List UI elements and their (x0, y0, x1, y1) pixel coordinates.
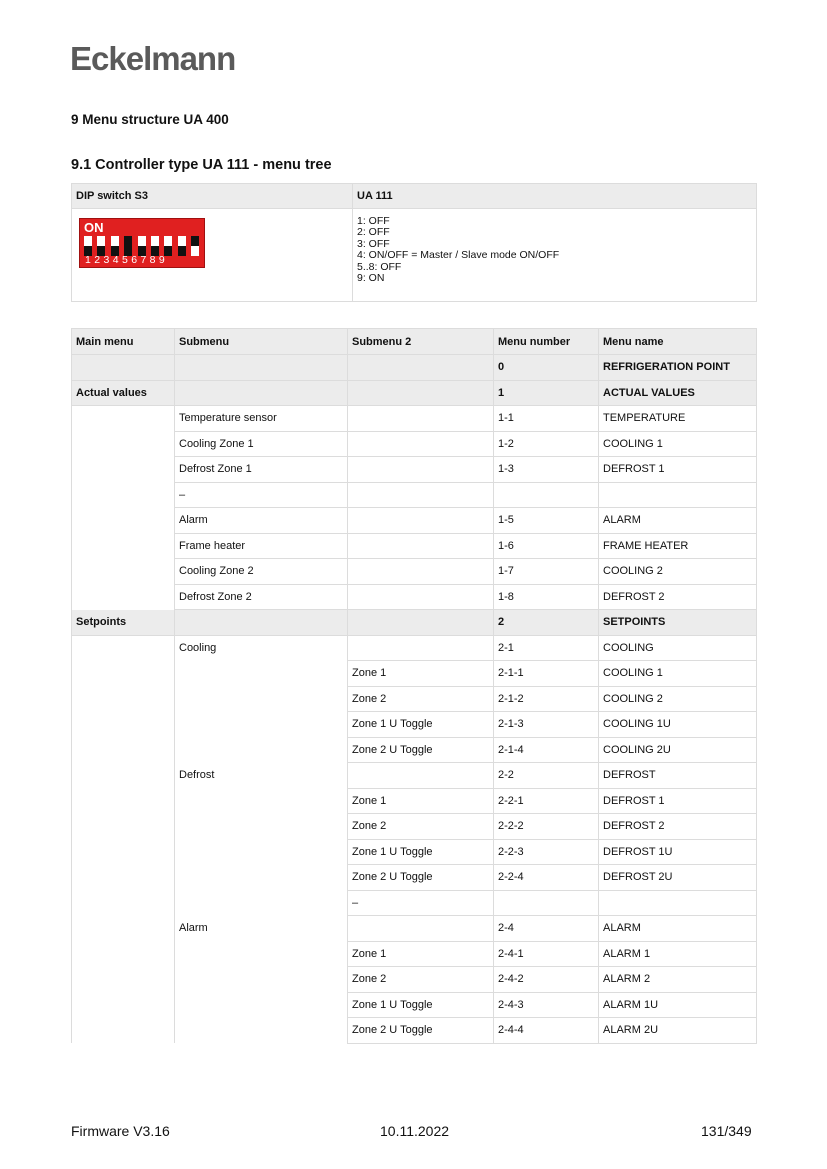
cell-menu-name: ALARM 2U (599, 1018, 757, 1044)
cell-submenu (175, 380, 348, 406)
cell-submenu: Temperature sensor (175, 406, 348, 432)
dip-switch-6 (151, 236, 159, 256)
cell-submenu: Cooling Zone 1 (175, 431, 348, 457)
table-row (72, 763, 757, 789)
cell-main-menu (72, 763, 175, 789)
table-row (72, 686, 757, 712)
section-heading: 9 Menu structure UA 400 (71, 112, 229, 127)
cell-submenu: Frame heater (175, 533, 348, 559)
table-row (72, 814, 757, 840)
cell-main-menu (72, 686, 175, 712)
cell-submenu (175, 661, 348, 687)
table-row (72, 992, 757, 1018)
cell-submenu: Alarm (175, 916, 348, 942)
cell-menu-name: COOLING 2 (599, 686, 757, 712)
dip-setting-line: 3: OFF (357, 237, 390, 250)
cell-menu-number: 2-1-2 (494, 686, 599, 712)
cell-main-menu (72, 406, 175, 432)
cell-menu-name: ALARM (599, 508, 757, 534)
cell-menu-number: 1-5 (494, 508, 599, 534)
dip-setting-line: 4: ON/OFF = Master / Slave mode ON/OFF (357, 249, 560, 262)
cell-menu-number (494, 482, 599, 508)
cell-menu-number: 2-4 (494, 916, 599, 942)
header-menu-name: Menu name (599, 329, 757, 355)
cell-menu-number: 2-4-3 (494, 992, 599, 1018)
dip-switch-3 (111, 236, 119, 256)
cell-submenu: – (175, 482, 348, 508)
controller-col-header: UA 111 (353, 184, 757, 209)
table-row (72, 457, 757, 483)
subsection-heading: 9.1 Controller type UA 111 - menu tree (71, 157, 332, 173)
table-row (72, 661, 757, 687)
cell-submenu-2: Zone 2 (348, 686, 494, 712)
cell-menu-name: COOLING (599, 635, 757, 661)
cell-submenu (175, 788, 348, 814)
cell-main-menu (72, 890, 175, 916)
table-row (72, 967, 757, 993)
cell-menu-number: 2-2-4 (494, 865, 599, 891)
table-row (72, 355, 757, 381)
dip-settings-cell (353, 209, 757, 302)
cell-menu-name: DEFROST 2 (599, 814, 757, 840)
cell-submenu-2 (348, 763, 494, 789)
table-row (72, 431, 757, 457)
cell-menu-name: REFRIGERATION POINT (599, 355, 757, 381)
cell-submenu-2: Zone 2 (348, 814, 494, 840)
cell-menu-number: 0 (494, 355, 599, 381)
table-row (72, 508, 757, 534)
table-row (72, 406, 757, 432)
cell-submenu (175, 1018, 348, 1044)
dip-switch-table (71, 183, 757, 302)
cell-submenu: Alarm (175, 508, 348, 534)
cell-submenu-2 (348, 482, 494, 508)
cell-menu-name: ALARM 1U (599, 992, 757, 1018)
dip-setting-line: 9: ON (357, 272, 385, 285)
cell-main-menu (72, 865, 175, 891)
cell-submenu-2: Zone 1 (348, 661, 494, 687)
cell-menu-name: COOLING 2 (599, 559, 757, 585)
cell-menu-number: 2-2-3 (494, 839, 599, 865)
cell-menu-name (599, 482, 757, 508)
header-menu-number: Menu number (494, 329, 599, 355)
dip-switch-cell (72, 209, 353, 302)
cell-main-menu (72, 941, 175, 967)
cell-submenu-2: – (348, 890, 494, 916)
table-row (72, 1018, 757, 1044)
cell-menu-number: 1-8 (494, 584, 599, 610)
cell-main-menu (72, 661, 175, 687)
cell-menu-number (494, 890, 599, 916)
cell-submenu (175, 890, 348, 916)
cell-submenu: Cooling Zone 2 (175, 559, 348, 585)
cell-menu-number: 1 (494, 380, 599, 406)
cell-main-menu (72, 355, 175, 381)
cell-menu-number: 2-1-1 (494, 661, 599, 687)
cell-menu-number: 2-4-2 (494, 967, 599, 993)
cell-main-menu (72, 737, 175, 763)
cell-menu-number: 2-1-4 (494, 737, 599, 763)
footer-firmware: Firmware V3.16 (71, 1123, 170, 1139)
cell-main-menu (72, 635, 175, 661)
cell-main-menu (72, 967, 175, 993)
cell-submenu (175, 992, 348, 1018)
cell-main-menu (72, 814, 175, 840)
cell-submenu (175, 941, 348, 967)
cell-submenu (175, 839, 348, 865)
table-row (72, 737, 757, 763)
cell-main-menu: Setpoints (72, 610, 175, 636)
cell-menu-number: 2-1-3 (494, 712, 599, 738)
table-row (72, 865, 757, 891)
cell-submenu-2 (348, 508, 494, 534)
cell-menu-number: 2-2 (494, 763, 599, 789)
table-row (72, 559, 757, 585)
cell-main-menu (72, 559, 175, 585)
dip-switch-numbers: 123456789 (85, 254, 169, 266)
cell-menu-name: ALARM 2 (599, 967, 757, 993)
cell-submenu (175, 686, 348, 712)
cell-main-menu (72, 992, 175, 1018)
cell-menu-name: ALARM (599, 916, 757, 942)
cell-submenu-2 (348, 635, 494, 661)
cell-submenu-2 (348, 431, 494, 457)
cell-menu-number: 2-4-1 (494, 941, 599, 967)
cell-main-menu (72, 482, 175, 508)
cell-menu-name: DEFROST 1 (599, 788, 757, 814)
dip-switch-9 (191, 236, 199, 256)
cell-menu-number: 1-2 (494, 431, 599, 457)
cell-submenu (175, 610, 348, 636)
cell-menu-name: DEFROST (599, 763, 757, 789)
cell-menu-name: COOLING 2U (599, 737, 757, 763)
cell-menu-name: ACTUAL VALUES (599, 380, 757, 406)
header-submenu: Submenu (175, 329, 348, 355)
dip-switch-2 (97, 236, 105, 256)
menu-tree-table (71, 328, 757, 1044)
cell-menu-number: 2-2-1 (494, 788, 599, 814)
cell-main-menu (72, 431, 175, 457)
cell-menu-number: 1-7 (494, 559, 599, 585)
cell-submenu (175, 967, 348, 993)
cell-menu-name: DEFROST 1U (599, 839, 757, 865)
dip-switch-5 (138, 236, 146, 256)
cell-submenu (175, 814, 348, 840)
header-submenu-2: Submenu 2 (348, 329, 494, 355)
cell-submenu-2 (348, 916, 494, 942)
menu-header-row (72, 329, 757, 355)
cell-submenu: Cooling (175, 635, 348, 661)
cell-submenu-2: Zone 1 U Toggle (348, 839, 494, 865)
cell-main-menu (72, 1018, 175, 1044)
cell-menu-number: 2-2-2 (494, 814, 599, 840)
cell-main-menu (72, 712, 175, 738)
dip-switch-1 (84, 236, 92, 256)
cell-submenu-2: Zone 2 U Toggle (348, 865, 494, 891)
dip-switch-8 (178, 236, 186, 256)
dip-setting-line: 5..8: OFF (357, 260, 402, 273)
cell-submenu-2: Zone 1 U Toggle (348, 712, 494, 738)
table-row (72, 533, 757, 559)
cell-submenu: Defrost Zone 2 (175, 584, 348, 610)
cell-submenu-2 (348, 355, 494, 381)
cell-submenu-2: Zone 2 U Toggle (348, 1018, 494, 1044)
cell-submenu-2 (348, 380, 494, 406)
cell-submenu (175, 355, 348, 381)
cell-menu-name: ALARM 1 (599, 941, 757, 967)
cell-menu-number: 1-1 (494, 406, 599, 432)
cell-menu-number: 1-6 (494, 533, 599, 559)
table-row (72, 610, 757, 636)
cell-main-menu (72, 788, 175, 814)
cell-submenu-2 (348, 406, 494, 432)
brand-logo: Eckelmann (70, 40, 236, 77)
cell-main-menu (72, 533, 175, 559)
cell-submenu-2 (348, 533, 494, 559)
table-row (72, 941, 757, 967)
dip-setting-line: 2: OFF (357, 226, 390, 239)
table-row (72, 916, 757, 942)
cell-submenu-2: Zone 1 (348, 941, 494, 967)
table-row (72, 380, 757, 406)
cell-menu-name: DEFROST 2U (599, 865, 757, 891)
table-row (72, 712, 757, 738)
footer-page-number: 131/349 (701, 1123, 752, 1139)
cell-submenu-2 (348, 610, 494, 636)
cell-main-menu (72, 839, 175, 865)
table-row (72, 788, 757, 814)
cell-main-menu: Actual values (72, 380, 175, 406)
table-row (72, 839, 757, 865)
cell-menu-number: 2-1 (494, 635, 599, 661)
table-row (72, 482, 757, 508)
table-row (72, 584, 757, 610)
cell-menu-name: SETPOINTS (599, 610, 757, 636)
cell-menu-number: 1-3 (494, 457, 599, 483)
table-row (72, 890, 757, 916)
dip-switch-4 (124, 236, 132, 256)
cell-submenu (175, 865, 348, 891)
cell-submenu-2 (348, 584, 494, 610)
cell-menu-name: DEFROST 2 (599, 584, 757, 610)
cell-menu-name: COOLING 1 (599, 661, 757, 687)
cell-menu-name: DEFROST 1 (599, 457, 757, 483)
cell-submenu-2: Zone 1 U Toggle (348, 992, 494, 1018)
dip-switch-image (79, 218, 205, 268)
cell-menu-number: 2-4-4 (494, 1018, 599, 1044)
cell-menu-number: 2 (494, 610, 599, 636)
footer-date: 10.11.2022 (380, 1123, 450, 1139)
dip-setting-line: 1: OFF (357, 215, 390, 227)
cell-menu-name: FRAME HEATER (599, 533, 757, 559)
dip-switch-7 (164, 236, 172, 256)
cell-menu-name: COOLING 1 (599, 431, 757, 457)
cell-main-menu (72, 916, 175, 942)
cell-main-menu (72, 584, 175, 610)
cell-submenu-2: Zone 2 (348, 967, 494, 993)
cell-submenu-2: Zone 1 (348, 788, 494, 814)
cell-menu-name: COOLING 1U (599, 712, 757, 738)
cell-submenu-2 (348, 457, 494, 483)
header-main-menu: Main menu (72, 329, 175, 355)
cell-submenu (175, 712, 348, 738)
table-row (72, 635, 757, 661)
cell-menu-name (599, 890, 757, 916)
cell-submenu-2: Zone 2 U Toggle (348, 737, 494, 763)
cell-submenu: Defrost Zone 1 (175, 457, 348, 483)
cell-submenu-2 (348, 559, 494, 585)
cell-submenu: Defrost (175, 763, 348, 789)
dip-col-header: DIP switch S3 (72, 184, 353, 209)
cell-submenu (175, 737, 348, 763)
cell-main-menu (72, 508, 175, 534)
cell-menu-name: TEMPERATURE (599, 406, 757, 432)
cell-main-menu (72, 457, 175, 483)
dip-on-label: ON (84, 220, 104, 235)
